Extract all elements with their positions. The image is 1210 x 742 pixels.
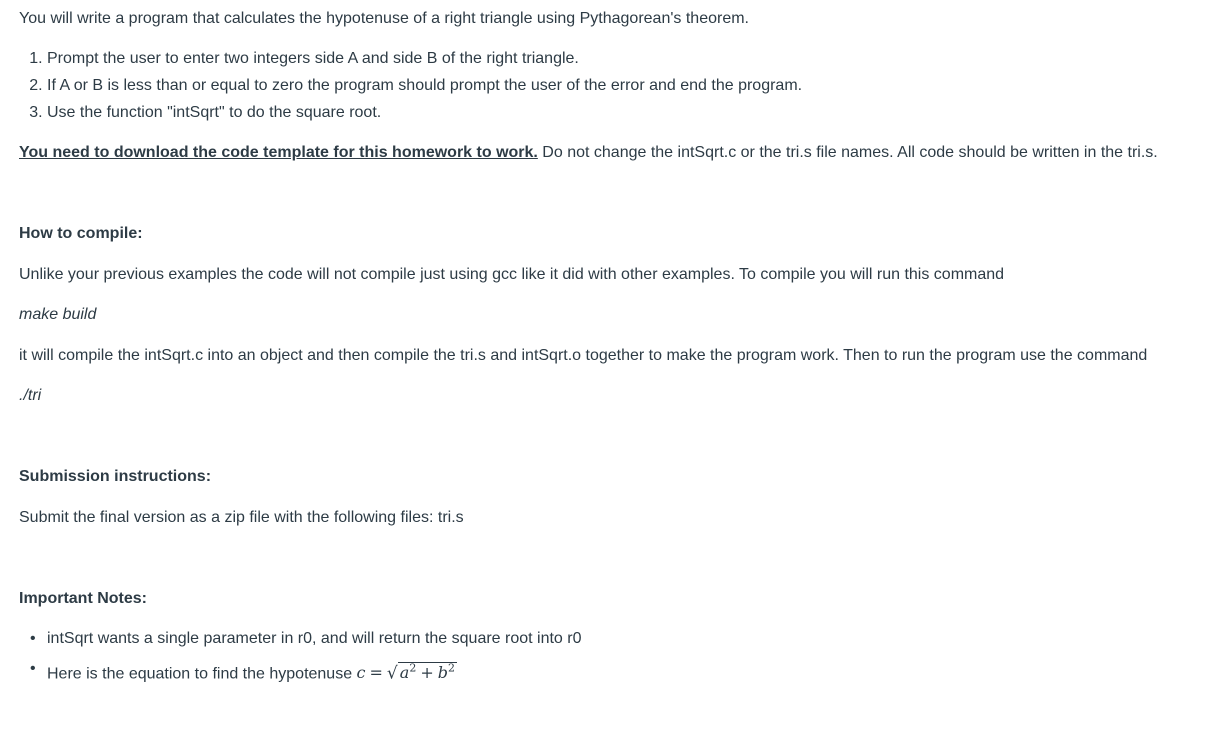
var-a: a	[399, 663, 410, 683]
download-paragraph	[19, 139, 1194, 166]
submission-description: Submit the final version as a zip file with the following files: tri.s	[19, 509, 464, 526]
equation-plus: +	[420, 663, 434, 683]
square-root	[387, 655, 457, 687]
notes-list	[19, 625, 1194, 687]
run-command: ./tri	[19, 387, 42, 404]
compile-heading: How to compile:	[19, 225, 143, 242]
hypotenuse-equation	[357, 663, 457, 682]
assignment-content	[19, 5, 1194, 690]
list-item: 1. Prompt the user to enter two integers side A and side B of the right triangle.	[47, 45, 1194, 72]
list-item	[30, 655, 1194, 687]
download-note: Do not change the intSqrt.c or the tri.s file names. All code should be written in the tri.s.	[537, 144, 1158, 161]
var-b: b	[437, 663, 448, 683]
intro-paragraph: You will write a program that calculates the hypotenuse of a right triangle using Pythagorean's theorem.	[19, 10, 749, 27]
bullet-icon: •	[30, 630, 36, 647]
compile-description: Unlike your previous examples the code will not compile just using gcc like it did with other examples. To compile you will run this command	[19, 266, 1005, 283]
list-item: 2. If A or B is less than or equal to zero the program should prompt the user of the error and end the program.	[47, 72, 1194, 99]
radicand	[398, 662, 457, 682]
compile-after-text: it will compile the intSqrt.c into an object and then compile the tri.s and intSqrt.o together to make the program work. Then to run the program use the command	[19, 347, 1148, 364]
steps-list	[19, 45, 1194, 126]
build-command: make build	[19, 306, 97, 323]
radical-icon: √	[386, 663, 398, 684]
equation-equals: =	[369, 663, 383, 683]
download-template-link[interactable]: You need to download the code template for this homework to work.	[19, 144, 538, 161]
list-item: 3. Use the function "intSqrt" to do the square root.	[47, 99, 1194, 126]
notes-heading: Important Notes:	[19, 590, 147, 607]
exponent-b: 2	[447, 662, 455, 675]
bullet-icon: •	[30, 660, 36, 677]
exponent-a: 2	[409, 662, 417, 675]
note-text: intSqrt wants a single parameter in r0, and will return the square root into r0	[47, 630, 582, 647]
note-text: Here is the equation to find the hypotenuse	[47, 665, 357, 683]
submission-heading: Submission instructions:	[19, 468, 212, 485]
equation-lhs: c	[356, 663, 366, 683]
list-item	[30, 625, 1194, 652]
